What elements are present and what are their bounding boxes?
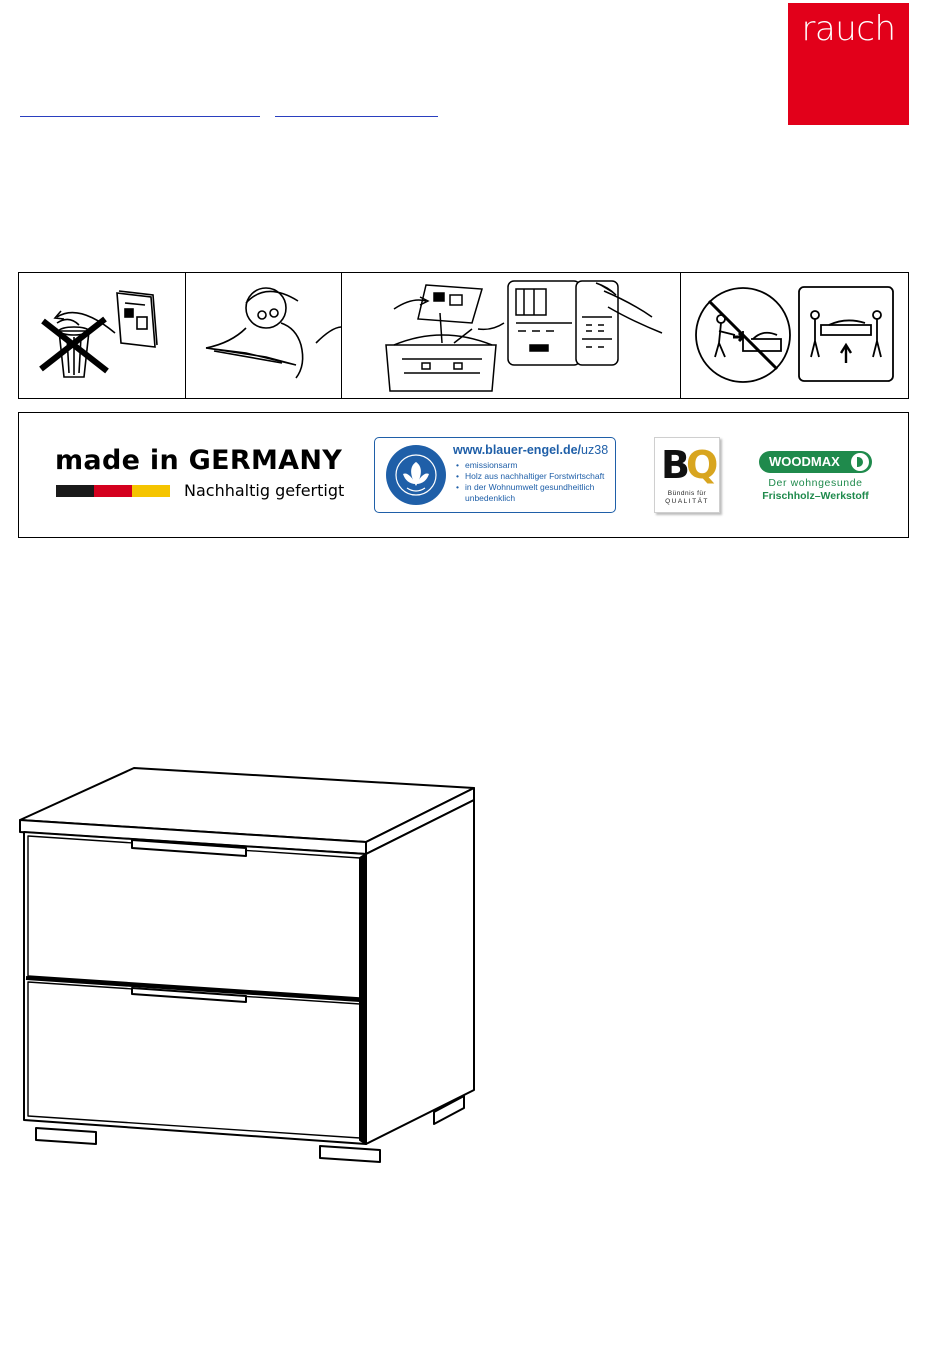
blauer-engel-criteria (455, 460, 613, 504)
germany-flag-bar (56, 485, 171, 497)
woodmax-tagline: Der wohngesunde (768, 477, 863, 489)
woodmax-logo (759, 451, 872, 473)
blauer-engel-seal-icon (385, 444, 447, 506)
brand-logo (788, 3, 909, 125)
woodmax-mark-icon (851, 453, 869, 471)
made-in-germany-title: made in GERMANY (55, 445, 343, 476)
header-link-1[interactable] (20, 100, 260, 117)
bq-letters: BQ (661, 443, 715, 487)
no-trash-icon (19, 273, 185, 398)
file-documents-icon (342, 273, 680, 398)
brand-logo-text: rauch (801, 9, 896, 49)
list-item: • Holz aus nachhaltiger Forstwirtschaft (455, 471, 613, 482)
certification-panel (18, 412, 909, 538)
blauer-engel-badge (374, 437, 616, 513)
made-in-germany-subtitle: Nachhaltig gefertigt (184, 481, 345, 500)
nightstand-drawing (14, 760, 484, 1170)
bq-quality-logo (654, 437, 720, 513)
woodmax-name: WOODMAX (769, 454, 840, 469)
blauer-engel-url[interactable]: www.blauer-engel.de/uz38 (453, 443, 609, 457)
read-instructions-icon (186, 273, 341, 398)
list-item: • in der Wohnumwelt gesundheitlich unbedenklich (455, 482, 613, 504)
woodmax-tagline: Frischholz–Werkstoff (762, 490, 869, 502)
header-link-2[interactable] (275, 100, 438, 117)
bq-subtitle: QUALITÄT (665, 498, 709, 505)
instruction-pictograms (18, 272, 909, 399)
move-furniture-icon (681, 273, 908, 398)
list-item: • emissionsarm (455, 460, 613, 471)
bq-subtitle: Bündnis für (667, 490, 707, 497)
